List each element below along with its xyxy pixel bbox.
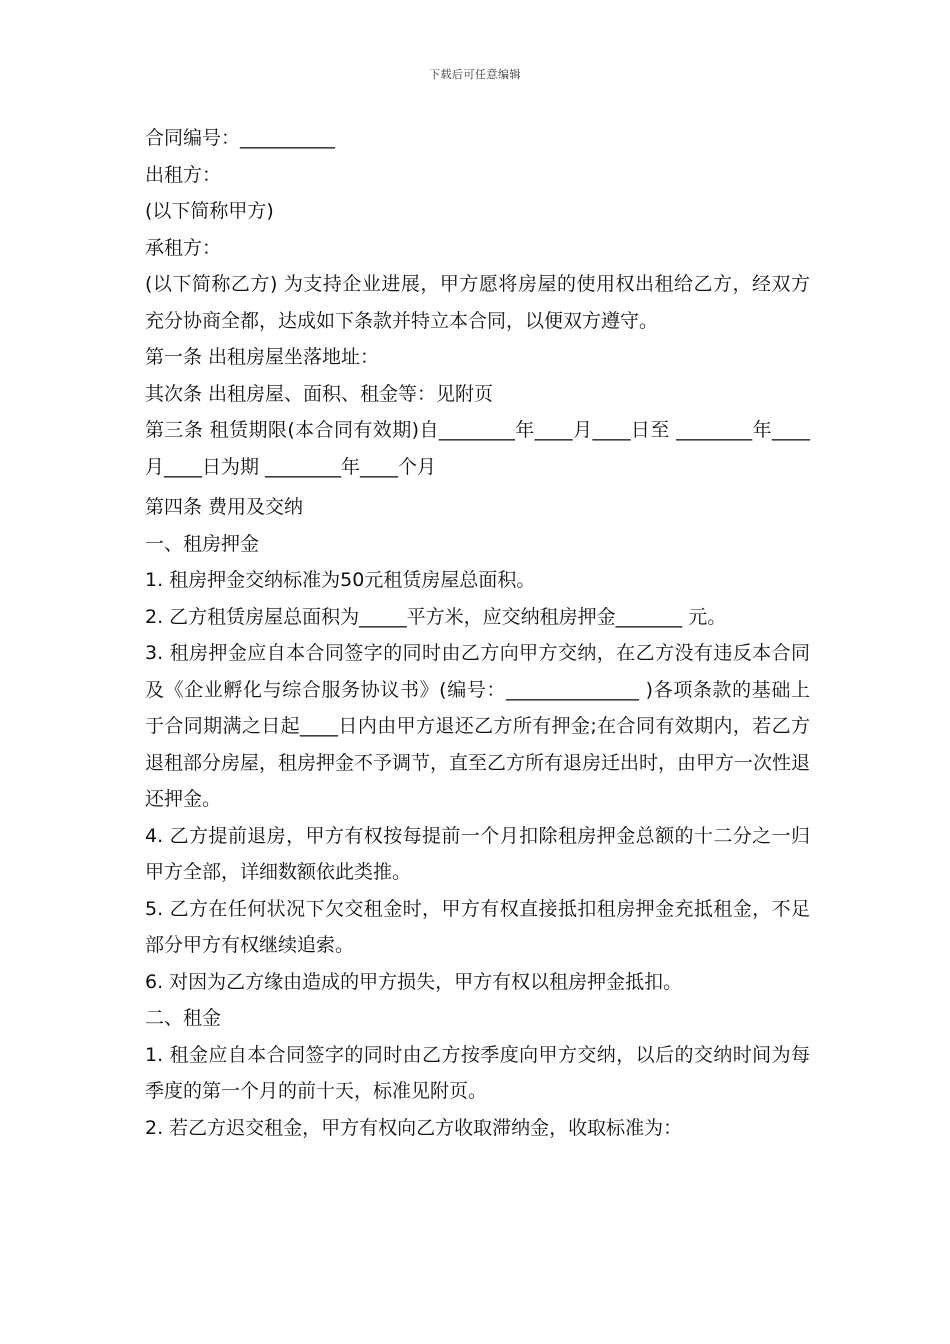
section-rent-heading: 二、租金 [145, 1007, 222, 1029]
deposit-item-5: 5. 乙方在任何状况下欠交租金时，甲方有权直接抵扣租房押金充抵租金，不足部分甲方有权继续追索。 [145, 897, 810, 956]
contract-body [145, 120, 810, 1146]
deposit-item-6: 6. 对因为乙方缘由造成的甲方损失，甲方有权以租房押金抵扣。 [145, 970, 683, 993]
article-1: 第一条 出租房屋坐落地址： [145, 346, 380, 368]
rent-item-2: 2. 若乙方迟交租金，甲方有权向乙方收取滞纳金，收取标准为： [145, 1116, 683, 1139]
deposit-item-2: 2. 乙方租赁房屋总面积为_____平方米，应交纳租房押金_______ 元。 [145, 605, 727, 628]
deposit-item-3: 3. 租房押金应自本合同签字的同时由乙方向甲方交纳，在乙方没有违反本合同及《企业孵化与综合服务协议书》(编号：______________ )各项条款的基础上于合同期满之日起____日内由甲方退还乙方所有押金;在合同有效期内，若乙方退租部分房屋，租房押金不予调节，直至乙方所有退房迁出时，由甲方一次性退还押金。 [145, 642, 811, 810]
section-deposit-heading: 一、租房押金 [145, 532, 260, 555]
article-3: 第三条 租赁期限(本合同有效期)自________年____月____日至 ________年____月____日为期 ________年____个月 [145, 419, 810, 478]
lessee-line: 承租方： [145, 236, 222, 259]
lessor-line: 出租方： [145, 163, 222, 186]
lessor-abbrev-line: (以下简称甲方) [145, 200, 274, 222]
deposit-item-4: 4. 乙方提前退房，甲方有权按每提前一个月扣除租房押金总额的十二分之一归甲方全部，详细数额依此类推。 [145, 824, 810, 883]
contract-number-line: 合同编号：__________ [145, 127, 336, 149]
rent-item-1: 1. 租金应自本合同签字的同时由乙方按季度向甲方交纳，以后的交纳时间为每季度的第一个月的前十天，标准见附页。 [145, 1043, 810, 1102]
article-2: 其次条 出租房屋、面积、租金等：见附页 [145, 382, 494, 405]
header-note: 下载后可任意编辑 [429, 68, 521, 81]
preamble-paragraph: (以下简称乙方) 为支持企业进展，甲方愿将房屋的使用权出租给乙方，经双方充分协商全都，达成如下条款并特立本合同，以便双方遵守。 [145, 273, 810, 332]
deposit-item-1: 1. 租房押金交纳标准为50元租赁房屋总面积。 [145, 569, 536, 591]
article-4-heading: 第四条 费用及交纳 [145, 496, 304, 518]
